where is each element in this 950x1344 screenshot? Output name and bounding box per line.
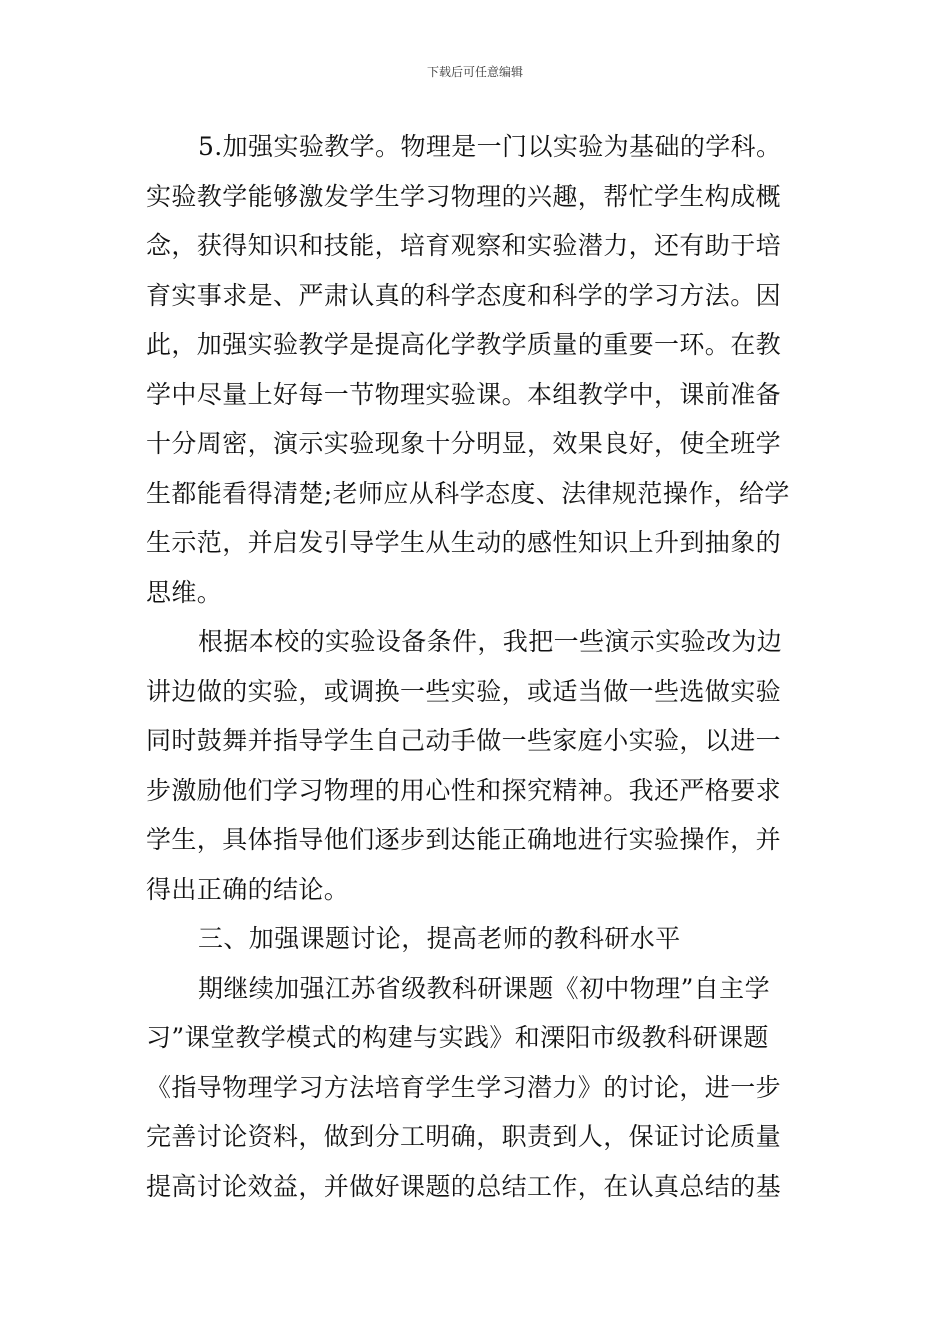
text-line: 习”课堂教学模式的构建与实践》和溧阳市级教科研课题 xyxy=(146,1023,769,1052)
text-line: 学中尽量上好每一节物理实验课。本组教学中，课前准备 xyxy=(146,379,782,409)
text-line: 同时鼓舞并指导学生自己动手做一些家庭小实验，以进一 xyxy=(146,726,782,755)
text-line: 提高讨论效益，并做好课题的总结工作，在认真总结的基 xyxy=(146,1171,782,1201)
text-line: 根据本校的实验设备条件，我把一些演示实验改为边 xyxy=(198,627,783,656)
text-line: 生都能看得清楚;老师应从科学态度、法律规范操作，给学 xyxy=(146,478,790,508)
section-heading: 三、加强课题讨论，提高老师的教科研水平 xyxy=(198,924,681,953)
text-line: 期继续加强江苏省级教科研课题《初中物理”自主学 xyxy=(198,973,770,1003)
text-line: 步激励他们学习物理的用心性和探究精神。我还严格要求 xyxy=(146,775,782,805)
text-line: 《指导物理学习方法培育学生学习潜力》的讨论，进一步 xyxy=(146,1072,782,1102)
text-line: 学生，具体指导他们逐步到达能正确地进行实验操作，并 xyxy=(146,825,782,854)
text-line: 育实事求是、严肃认真的科学态度和科学的学习方法。因 xyxy=(146,280,782,310)
text-line: 完善讨论资料，做到分工明确，职责到人，保证讨论质量 xyxy=(146,1122,782,1151)
page-header: 下载后可任意编辑 xyxy=(426,65,523,79)
text-line: 实验教学能够激发学生学习物理的兴趣，帮忙学生构成概 xyxy=(146,181,782,211)
document-body xyxy=(146,122,812,1211)
text-line: 思维。 xyxy=(146,577,223,607)
text-line: 得出正确的结论。 xyxy=(146,874,350,904)
text-line: 十分周密，演示实验现象十分明显，效果良好，使全班学 xyxy=(146,429,782,458)
text-line: 念，获得知识和技能，培育观察和实验潜力，还有助于培 xyxy=(146,231,782,260)
text-line: 此，加强实验教学是提高化学教学质量的重要一环。在教 xyxy=(146,330,782,359)
text-line: 生示范，并启发引导学生从生动的感性知识上升到抽象的 xyxy=(146,528,782,557)
text-line: 讲边做的实验，或调换一些实验，或适当做一些选做实验 xyxy=(146,676,782,706)
text-line: 5.加强实验教学。物理是一门以实验为基础的学科。 xyxy=(198,132,782,161)
